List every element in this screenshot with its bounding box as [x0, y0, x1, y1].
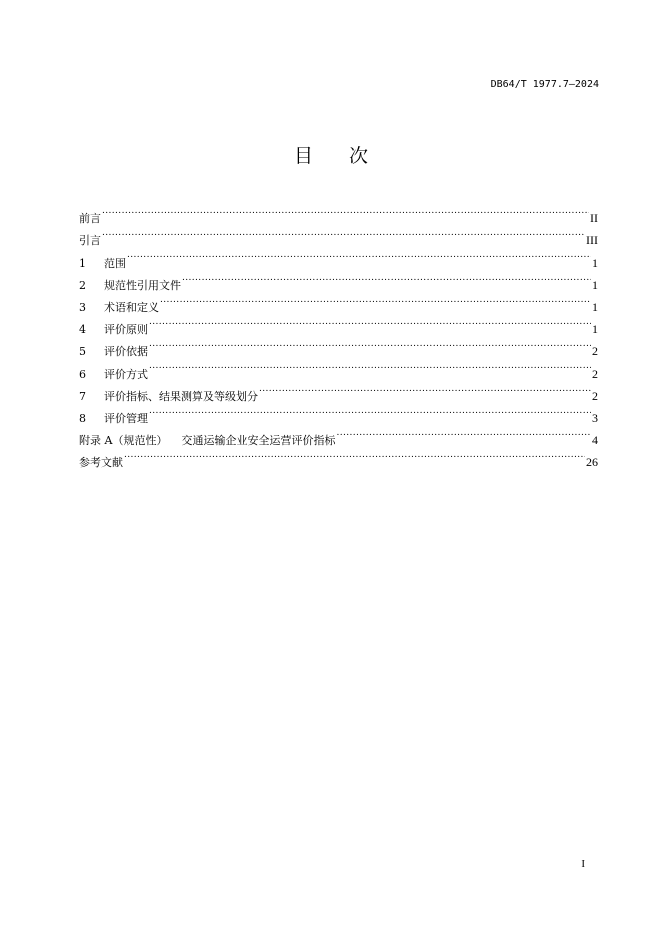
- toc-entry-introduction[interactable]: [79, 222, 598, 248]
- toc-entry-page: 2: [592, 388, 598, 403]
- toc-title-char-1: 目: [293, 145, 313, 167]
- toc-entry-foreword[interactable]: [79, 200, 598, 226]
- toc-entry-evaluation-basis[interactable]: [79, 333, 598, 359]
- toc-leader-dots: [126, 244, 591, 266]
- toc-leader-dots: [148, 311, 591, 333]
- toc-entry-page: 26: [586, 455, 598, 470]
- toc-entry-label: 前言: [79, 212, 101, 226]
- document-code: DB64/T 1977.7—2024: [490, 79, 599, 90]
- toc-entry-page: 1: [592, 322, 598, 337]
- toc-entry-label: 术语和定义: [104, 300, 159, 314]
- toc-entry-page: 4: [592, 433, 598, 448]
- toc-entry-label: 范围: [104, 256, 126, 270]
- toc-entry-label: 参考文献: [79, 456, 123, 470]
- toc-entry-page: 1: [592, 299, 598, 314]
- toc-leader-dots: [148, 333, 591, 355]
- toc-entry-label: 引言: [79, 234, 101, 248]
- annex-title: 交通运输企业安全运营评价指标: [181, 434, 336, 448]
- toc-entry-page: III: [586, 233, 598, 248]
- toc-entry-page: 3: [592, 410, 598, 425]
- toc-entry-number: 1: [79, 256, 86, 270]
- toc-entry-number: 8: [79, 411, 86, 425]
- annex-designation: 附录 A（规范性）: [79, 434, 168, 448]
- toc-leader-dots: [101, 200, 589, 222]
- toc-entry-number: 4: [79, 323, 86, 337]
- toc-leader-dots: [101, 222, 585, 244]
- toc-leader-dots: [159, 289, 591, 311]
- toc-entry-label: 评价指标、结果测算及等级划分: [104, 389, 258, 403]
- toc-leader-dots: [148, 400, 591, 422]
- toc-entry-number: 2: [79, 278, 86, 292]
- toc-leader-dots: [148, 355, 591, 377]
- toc-entry-evaluation-methods[interactable]: [79, 355, 598, 381]
- toc-entry-label: 规范性引用文件: [104, 278, 181, 292]
- toc-entry-label: 评价方式: [104, 367, 148, 381]
- toc-entry-number: 6: [79, 367, 86, 381]
- table-of-contents: [79, 200, 598, 470]
- toc-leader-dots: [181, 267, 591, 289]
- toc-entry-number: 3: [79, 300, 86, 314]
- toc-entry-evaluation-principles[interactable]: [79, 311, 598, 337]
- toc-entry-scope[interactable]: [79, 244, 598, 270]
- toc-entry-evaluation-management[interactable]: [79, 400, 598, 425]
- toc-entry-page: 2: [592, 344, 598, 359]
- page-number: I: [581, 858, 585, 870]
- toc-leader-dots: [335, 422, 591, 444]
- toc-entry-page: 1: [592, 255, 598, 270]
- toc-title-char-2: 次: [349, 145, 369, 167]
- toc-entry-annex-a[interactable]: [79, 422, 598, 448]
- toc-title: [0, 141, 662, 168]
- toc-entry-normative-references[interactable]: [79, 267, 598, 292]
- toc-leader-dots: [258, 378, 591, 400]
- toc-entry-label: 评价管理: [104, 411, 148, 425]
- toc-entry-number: 7: [79, 389, 86, 403]
- toc-leader-dots: [123, 444, 585, 466]
- toc-entry-page: 1: [592, 277, 598, 292]
- toc-entry-bibliography[interactable]: [79, 444, 598, 470]
- toc-entry-label: 评价原则: [104, 323, 148, 337]
- toc-entry-evaluation-indicators[interactable]: [79, 378, 598, 403]
- toc-entry-page: 2: [592, 366, 598, 381]
- toc-entry-page: II: [590, 211, 598, 226]
- toc-entry-label: 评价依据: [104, 345, 148, 359]
- toc-entry-number: 5: [79, 345, 86, 359]
